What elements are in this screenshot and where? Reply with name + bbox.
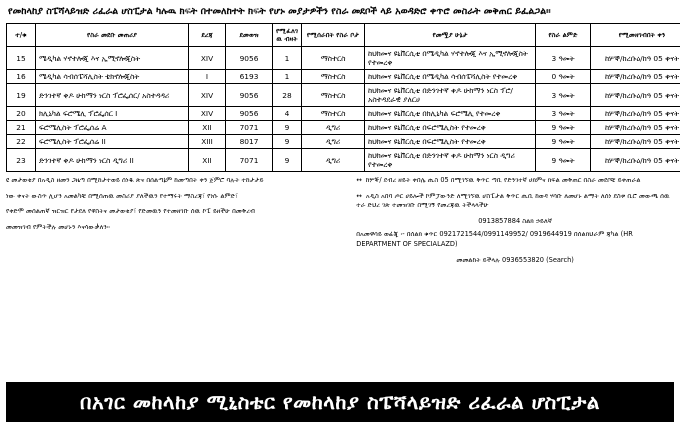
cell-quantity: 1 bbox=[273, 70, 302, 84]
cell-requirement: ከህክመና ዩኒቨርሲቲ በፍሮሜሊስት የተመረቀ bbox=[365, 135, 536, 149]
cell-place: ማስተርስ bbox=[302, 70, 365, 84]
table-header-row bbox=[7, 24, 680, 47]
cell-experience: 0 ዓመት bbox=[536, 70, 591, 84]
note-bullet-text: አዲስ አበባ ጦር ሀይሎች ኮምፓውንድ ለሚገኘዉ ሆስፒታል ቅጥር ጢቢ ከወዳ ሃሳቡ ለመሆኑ ልማት ለሰነ ደስቱ ቢሮ መውጫ ሰዉ ተራ ድህረ ገጽ ተመዝገቡ በሚገኝ የመረጃዉ ትችላላችሁ bbox=[356, 191, 670, 210]
col-header-salary: ደመወዝ bbox=[226, 24, 273, 47]
contact-phone: 0913857884 ስልክ ኃይለኛ bbox=[478, 216, 553, 225]
note-bullet-line bbox=[356, 176, 674, 186]
cell-grade: XIV bbox=[189, 107, 226, 121]
cell-title: ፍሮሜሊስት ፕሮፌሰሬ A bbox=[36, 121, 189, 135]
cell-quantity: 4 bbox=[273, 107, 302, 121]
cell-requirement: ከህክመና ዩኒቨርሲቲ በሜዲካል ሃኖተሎጂ እና ኢሚኖሎጂስት የተመረቀ bbox=[365, 47, 536, 70]
notes-section bbox=[6, 176, 674, 265]
cell-requirement: ከህክመና ዩኒቨርሲቲ በሜዲካል ሳብሰፔሻሊስት የተመረቀ bbox=[365, 70, 536, 84]
cell-no: 20 bbox=[7, 107, 36, 121]
cell-quantity: 9 bbox=[273, 149, 302, 172]
cell-experience: 3 ዓመት bbox=[536, 107, 591, 121]
cell-salary: 9056 bbox=[226, 47, 273, 70]
table-row bbox=[7, 84, 680, 107]
cell-salary: 9056 bbox=[226, 84, 273, 107]
cell-deadline: ከሦኞ/ከረቡዕ/ከዓ 05 ቀናት bbox=[591, 47, 680, 70]
cell-salary: 7071 bbox=[226, 149, 273, 172]
cell-salary: 6193 bbox=[226, 70, 273, 84]
col-header-title: የስራ መደቡ መጠሪያ bbox=[36, 24, 189, 47]
cell-deadline: ከሦኞ/ከረቡዕ/ከዓ 05 ቀናት bbox=[591, 107, 680, 121]
cell-no: 16 bbox=[7, 70, 36, 84]
office-contact: በአመዋሳይ ወፊጂ ፡- በሰልክ ቁጥር 0921721544/0991149952/ 0919644919 በሰልክህራም ጃካል (HR DEPARTMENT OF SPECIALAZD) bbox=[356, 230, 633, 248]
table-row bbox=[7, 135, 680, 149]
col-header-quantity: የሚፈለገዉ ብዛት bbox=[273, 24, 302, 47]
cell-no: 23 bbox=[7, 149, 36, 172]
cell-grade: XIII bbox=[189, 135, 226, 149]
table-row bbox=[7, 121, 680, 135]
cell-deadline: ከሦኞ/ከረቡዕ/ከዓ 05 ቀናት bbox=[591, 135, 680, 149]
cell-grade: XII bbox=[189, 121, 226, 135]
cell-salary: 9056 bbox=[226, 107, 273, 121]
cell-no: 19 bbox=[7, 84, 36, 107]
cell-experience: 9 ዓመት bbox=[536, 135, 591, 149]
cell-grade: XIV bbox=[189, 84, 226, 107]
note-line: ዩ መታወቂያ በአዲስ ዘመን ጋዜጣ በሚከታተወይ ሰነዱ ጽና በሰልጣኔም ከመጣበት ቀን ጀምሮ ባሉት ተከታታይ bbox=[6, 176, 264, 184]
cell-experience: 9 ዓመት bbox=[536, 149, 591, 172]
cell-experience: 3 ዓመት bbox=[536, 84, 591, 107]
cell-experience: 9 ዓመት bbox=[536, 121, 591, 135]
col-header-place: የሚሰራበት የስራ ቦታ bbox=[302, 24, 365, 47]
cell-quantity: 1 bbox=[273, 47, 302, 70]
cell-no: 21 bbox=[7, 121, 36, 135]
col-header-experience: የስራ ልምድ bbox=[536, 24, 591, 47]
cell-title: ሜዲካል ሳብሰፔሻሊስት ቴክኖሎጂስት bbox=[36, 70, 189, 84]
col-header-grade: ደረጃ bbox=[189, 24, 226, 47]
cell-title: ክሊኒካል ፍሮሜሊ ፕሮፌሰር I bbox=[36, 107, 189, 121]
cell-experience: 3 ዓመት bbox=[536, 47, 591, 70]
cell-place: ዲግሪ bbox=[302, 121, 365, 135]
cell-grade: XII bbox=[189, 149, 226, 172]
table-row bbox=[7, 149, 680, 172]
note-bullet-line bbox=[356, 192, 674, 211]
bullet-icon: ↔ bbox=[356, 176, 362, 184]
cell-deadline: ከሦኞ/ከረቡዕ/ከዓ 05 ቀናት bbox=[591, 70, 680, 84]
cell-deadline: ከሦኞ/ከረቡዕ/ከዓ 05 ቀናት bbox=[591, 84, 680, 107]
cell-requirement: ከህክመና ዩኒቨርሲቲ በክሊኒካል ፍሮሜሊ የተመረቀ bbox=[365, 107, 536, 121]
note-line: የቀድሞ መሰልጠኛ ዝርዝር የታደለ የዋስትና መታወቂያ፣ የድመዉን የተመዘገቡ ሰዉ ኮፒ ይዘችሁ በመቅረብ bbox=[6, 207, 255, 216]
cell-requirement: ከህክመና ዩኒቨርሲቲ በፍሮሜሊስት የተመረቀ bbox=[365, 121, 536, 135]
office-contact-extra: መመልከት ይችላሉ 0936553820 (Search) bbox=[456, 255, 574, 264]
col-header-requirement: የመሟያ ሁኔታ bbox=[365, 24, 536, 47]
table-header bbox=[7, 24, 680, 47]
cell-grade: XIV bbox=[189, 47, 226, 70]
cell-title: ድንገተኛ ቀዶ ሁከማን ነርስ ዲግሪ II bbox=[36, 149, 189, 172]
cell-place: ዲግሪ bbox=[302, 135, 365, 149]
cell-no: 15 bbox=[7, 47, 36, 70]
cell-requirement: ከህክመና ዩኒቨርሲቲ በድንገተኛ ቀዶ ሁከማን ነርስ ፕሮ/ አስተዳደራዊ ያለርሀ bbox=[365, 84, 536, 107]
cell-place: ማስተርስ bbox=[302, 47, 365, 70]
note-line: ነው ቀናት ውስጥ ሊሆን አመልካቹ በሚሰጠዉ መስሪያ ያለችዉን የተማሩት ማስረጃ፣ የነሱ ልምድ፣ bbox=[6, 191, 238, 200]
banner-spacer bbox=[6, 265, 674, 309]
page-headline: የመከላከያ ስፔሻላይዝድ ሪፈራል ሆስፒታል ካሉዉ ክፍት በተመለከተት ክፍት የሆኑ መያታዎችን የስራ መደቦች ላይ አወዳድሮ ቀጥሮ መስራት መቅጠር ይፈልጋል፡፡ bbox=[8, 6, 551, 17]
cell-place: ማስተርስ bbox=[302, 107, 365, 121]
cell-salary: 8017 bbox=[226, 135, 273, 149]
cell-salary: 7071 bbox=[226, 121, 273, 135]
notes-right-column bbox=[356, 176, 674, 265]
notes-left-column bbox=[6, 176, 350, 265]
table-row bbox=[7, 47, 680, 70]
cell-place: ዲግሪ bbox=[302, 149, 365, 172]
cell-requirement: ከህክመና ዩኒቨርሲቲ በድንገተኛ ቀዶ ሁከማን ነርስ ዲግሪ የተመረቀ bbox=[365, 149, 536, 172]
cell-place: ማስተርስ bbox=[302, 84, 365, 107]
bullet-icon: ↔ bbox=[356, 191, 362, 200]
table-body bbox=[7, 47, 680, 172]
cell-quantity: 28 bbox=[273, 84, 302, 107]
cell-grade: I bbox=[189, 70, 226, 84]
footer-banner: በአገር መከላከያ ሚኒስቴር የመከላከያ ስፔሻላይዝድ ሪፈራል ሆስፒታል bbox=[6, 382, 674, 422]
note-bullet-text: ከሦኞ/ ደብረ ዘይት ቀበሌ ጢስ 05 በሚገኘዉ ቅጥር ጣቢ የድንገተኛ ሀክምና ክፍል መቅጠር በስራ መደቦቹ ይቀጠራል bbox=[365, 176, 641, 184]
cell-no: 22 bbox=[7, 135, 36, 149]
cell-title: ድንገተኛ ቀዶ ሁከማን ነርስ ፕሮፌሰር/ አስተዳዳሪ bbox=[36, 84, 189, 107]
cell-deadline: ከሦኞ/ከረቡዕ/ከዓ 05 ቀናት bbox=[591, 121, 680, 135]
cell-title: ፍሮሜሊስት ፕሮፌሰሬ II bbox=[36, 135, 189, 149]
table-row bbox=[7, 70, 680, 84]
cell-quantity: 9 bbox=[273, 121, 302, 135]
cell-quantity: 9 bbox=[273, 135, 302, 149]
cell-title: ሜዲካል ሃኖተሎጂ እና ኢሚኖሎጂስት bbox=[36, 47, 189, 70]
note-line: መመዝገብ የምትችሉ መሆኑን እናሳውቃለን፡፡ bbox=[6, 222, 110, 231]
col-header-deadline: የሚመዘገብበት ቀን bbox=[591, 24, 680, 47]
cell-deadline: ከሦኞ/ከረቡዕ/ከዓ 05 ቀናት bbox=[591, 149, 680, 172]
col-header-no: ተ/ቁ bbox=[7, 24, 36, 47]
table-row bbox=[7, 107, 680, 121]
vacancy-table bbox=[6, 23, 680, 172]
